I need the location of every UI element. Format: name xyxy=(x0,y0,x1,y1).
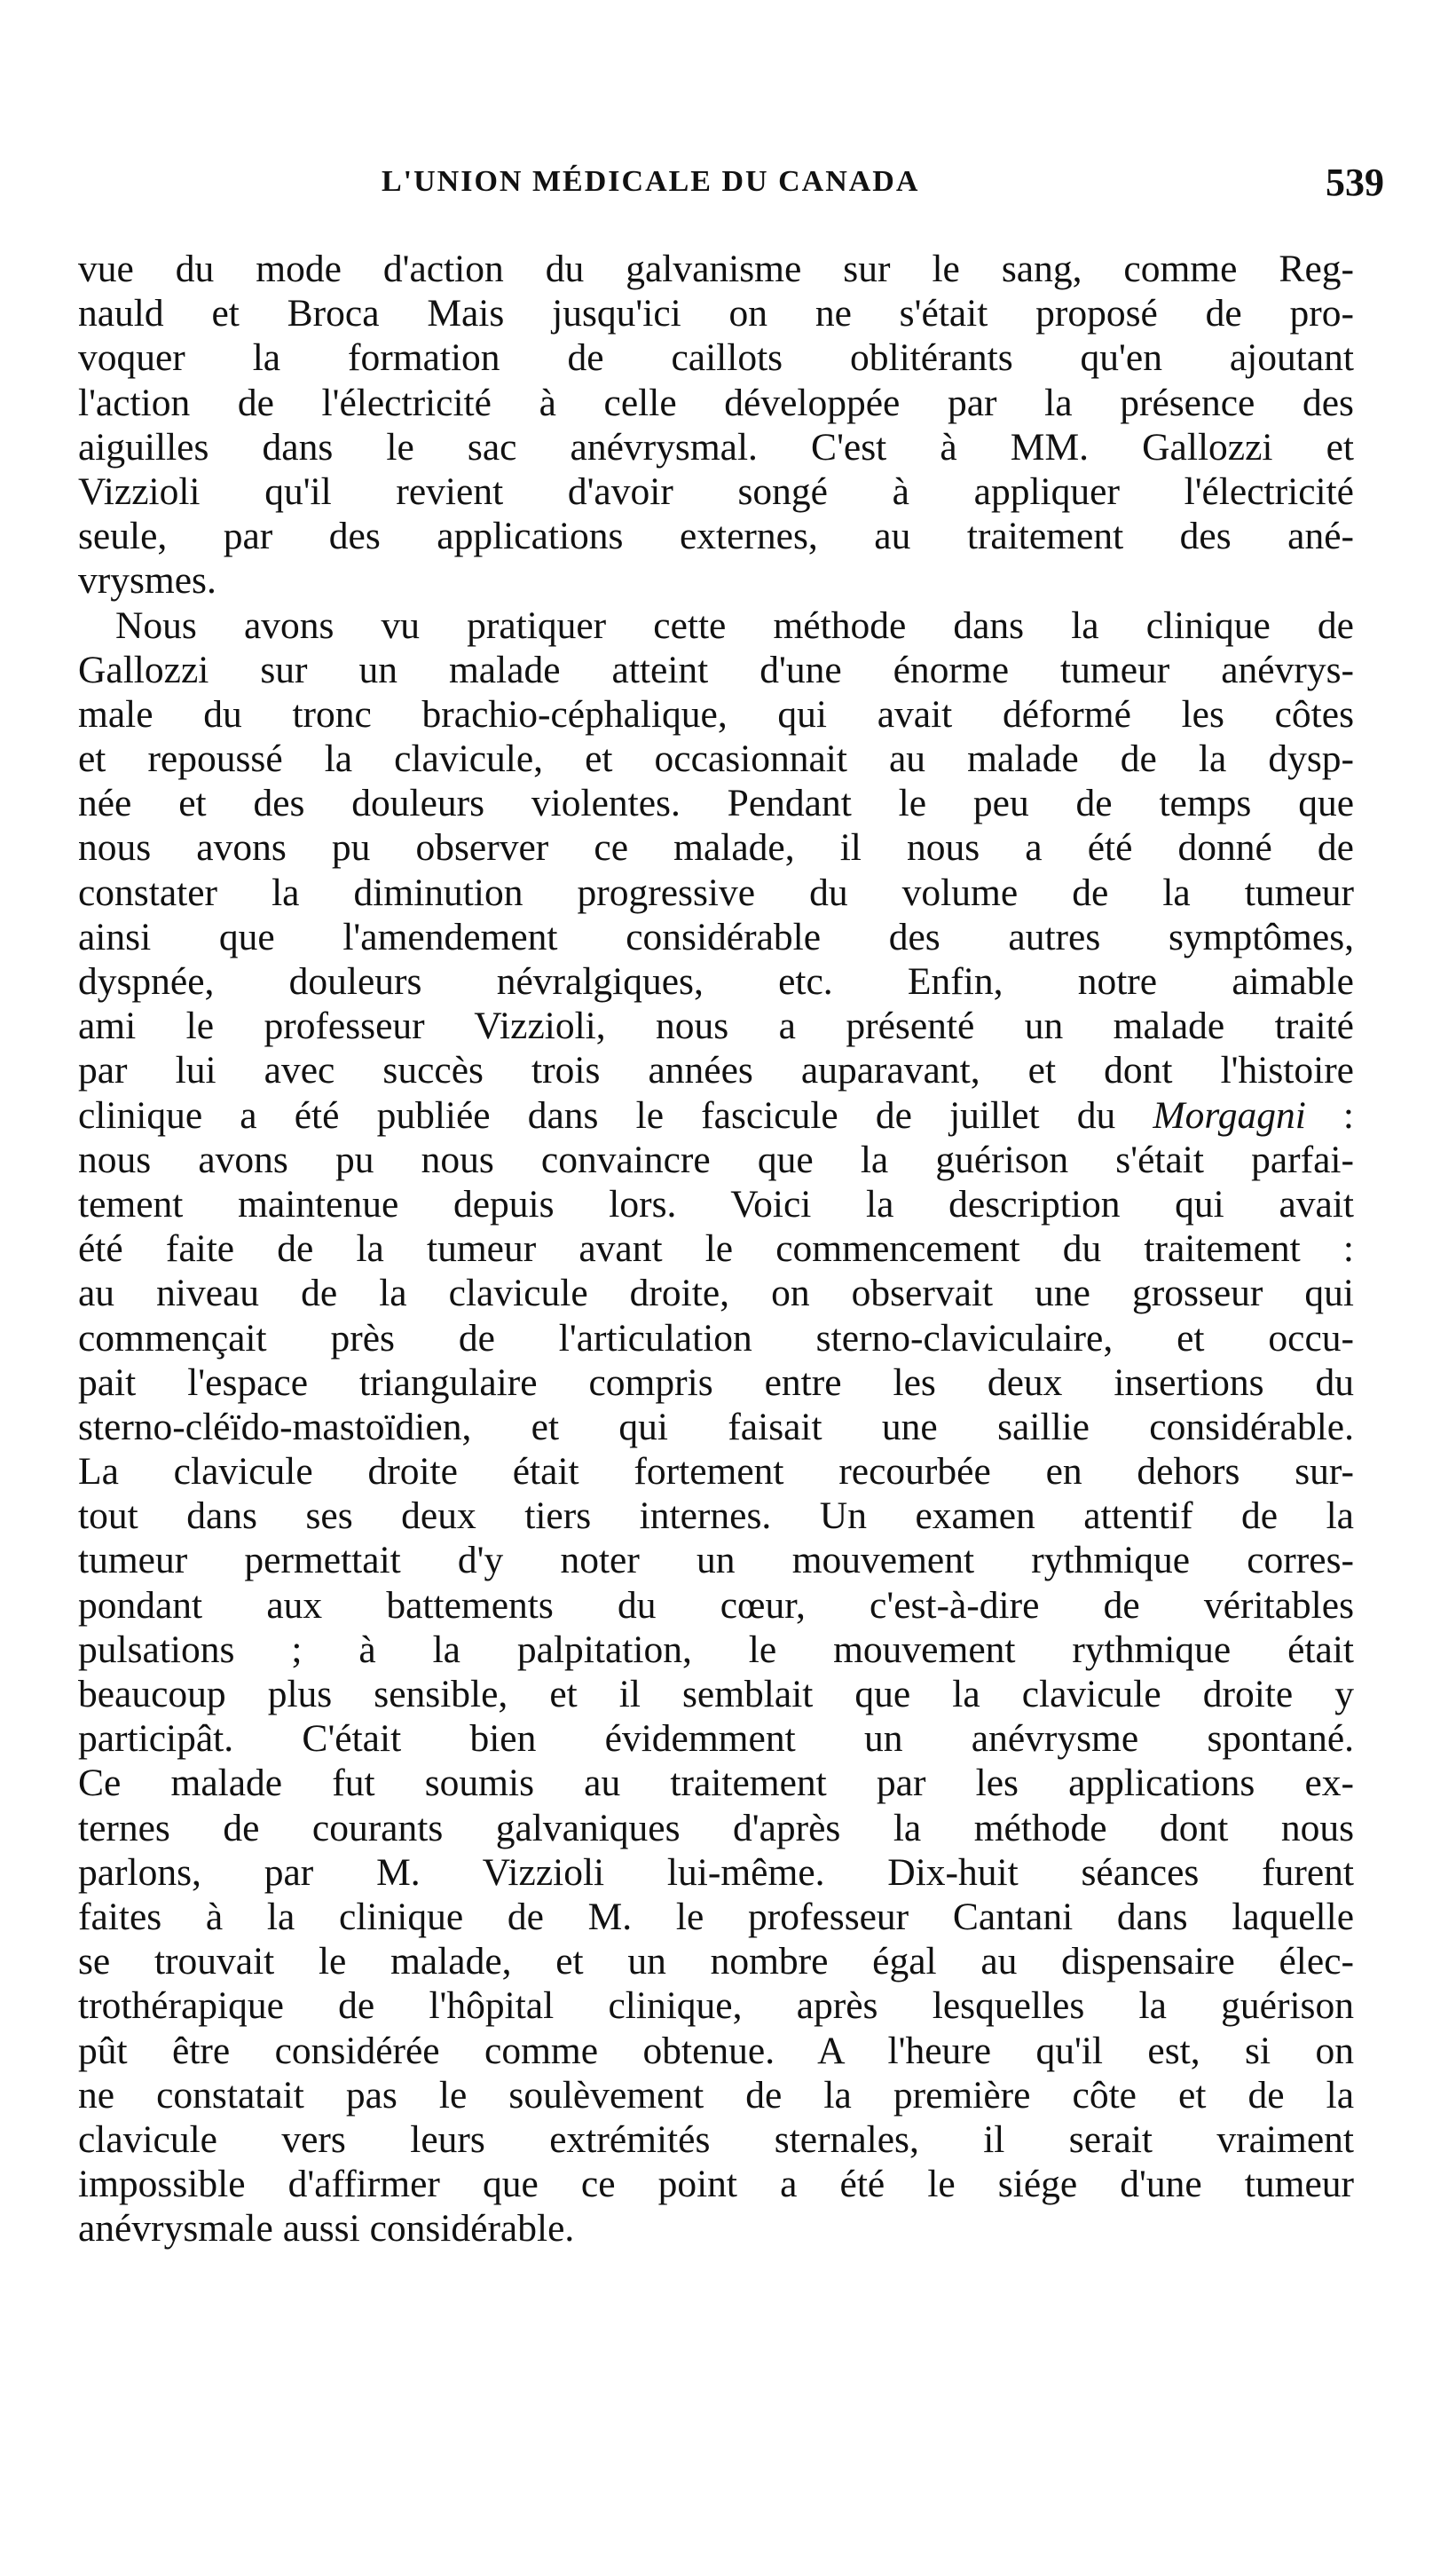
text-line: nous avons pu observer ce malade, il nous a été donné de xyxy=(78,826,1354,870)
text-line: pait l'espace triangulaire compris entre les deux insertions du xyxy=(78,1360,1354,1404)
text-line: pondant aux battements du cœur, c'est-à-dire de véritables xyxy=(78,1583,1354,1627)
text-line: constater la diminution progressive du volume de la tumeur xyxy=(78,871,1354,914)
text-line-with-journal xyxy=(78,1093,1354,1138)
text-segment: clinique a été publiée dans le fascicule de juillet du xyxy=(78,1093,1116,1137)
text-line: participât. C'était bien évidemment un anévrysme spontané. xyxy=(78,1717,1354,1761)
text-line: beaucoup plus sensible, et il semblait que la clavicule droite y xyxy=(78,1673,1354,1715)
text-line: tement maintenue depuis lors. Voici la description qui avait xyxy=(78,1182,1354,1226)
text-line: et repoussé la clavicule, et occasionnait au malade de la dysp- xyxy=(78,737,1354,781)
text-line: se trouvait le malade, et un nombre égal au dispensaire élec- xyxy=(78,1940,1354,1983)
text-line: nous avons pu nous convaincre que la guérison s'était parfai- xyxy=(78,1138,1354,1181)
text-line: été faite de la tumeur avant le commencement du traitement : xyxy=(78,1227,1354,1271)
text-line: dyspnée, douleurs névralgiques, etc. Enfin, notre aimable xyxy=(78,960,1354,1003)
text-line: ternes de courants galvaniques d'après la méthode dont nous xyxy=(78,1806,1354,1849)
text-line: Gallozzi sur un malade atteint d'une énorme tumeur anévrys- xyxy=(78,648,1354,691)
running-head xyxy=(80,161,1384,209)
text-line: vue du mode d'action du galvanisme sur le sang, comme Reg- xyxy=(78,248,1354,290)
text-line: commençait près de l'articulation sterno-claviculaire, et occu- xyxy=(78,1316,1354,1360)
text-line: impossible d'affirmer que ce point a été le siége d'une tumeur xyxy=(78,2163,1354,2206)
text-line: ainsi que l'amendement considérable des autres symptômes, xyxy=(78,915,1354,958)
text-line: clavicule vers leurs extrémités sternales, il serait vraiment xyxy=(78,2117,1354,2161)
text-line: Vizzioli qu'il revient d'avoir songé à appliquer l'électricité xyxy=(78,469,1354,513)
body-text xyxy=(78,247,1354,2251)
text-line: nauld et Broca Mais jusqu'ici on ne s'était proposé de pro- xyxy=(78,292,1354,335)
text-line: male du tronc brachio-céphalique, qui avait déformé les côtes xyxy=(78,692,1354,736)
paragraph-start-line: Nous avons vu pratiquer cette méthode dans la clinique de xyxy=(115,603,1354,647)
text-line: faites à la clinique de M. le professeur Cantani dans laquelle xyxy=(78,1895,1354,1938)
text-line: pulsations ; à la palpitation, le mouvement rythmique était xyxy=(78,1628,1354,1671)
text-line: ne constatait pas le soulèvement de la première côte et de la xyxy=(78,2073,1354,2117)
text-line: anévrysmale aussi considérable. xyxy=(78,2207,575,2251)
text-line: parlons, par M. Vizzioli lui-même. Dix-huit séances furent xyxy=(78,1850,1354,1894)
running-title: L'UNION MÉDICALE DU CANADA xyxy=(382,165,920,198)
text-line: seule, par des applications externes, au traitement des ané- xyxy=(78,515,1354,558)
text-line: pût être considérée comme obtenue. A l'heure qu'il est, si on xyxy=(78,2029,1354,2072)
text-line: par lui avec succès trois années auparavant, et dont l'histoire xyxy=(78,1049,1354,1092)
text-segment: : xyxy=(1305,1093,1355,1137)
journal-name: Morgagni xyxy=(1153,1093,1306,1137)
text-line: trothérapique de l'hôpital clinique, après lesquelles la guérison xyxy=(78,1984,1354,2028)
text-line: née et des douleurs violentes. Pendant le peu de temps que xyxy=(78,782,1354,825)
text-line: La clavicule droite était fortement recourbée en dehors sur- xyxy=(78,1450,1354,1494)
text-line: Ce malade fut soumis au traitement par les applications ex- xyxy=(78,1762,1354,1805)
text-line: voquer la formation de caillots oblitérants qu'en ajoutant xyxy=(78,336,1354,380)
text-line: vrysmes. xyxy=(78,559,216,603)
page-number: 539 xyxy=(1326,161,1384,204)
text-line: aiguilles dans le sac anévrysmal. C'est à MM. Gallozzi et xyxy=(78,425,1354,469)
text-line: l'action de l'électricité à celle développée par la présence des xyxy=(78,381,1354,424)
text-line: tout dans ses deux tiers internes. Un examen attentif de la xyxy=(78,1494,1354,1538)
text-line: au niveau de la clavicule droite, on observait une grosseur qui xyxy=(78,1272,1354,1315)
text-line: sterno-cléïdo-mastoïdien, et qui faisait une saillie considérable. xyxy=(78,1405,1354,1448)
text-line: ami le professeur Vizzioli, nous a présenté un malade traité xyxy=(78,1005,1354,1048)
text-line: tumeur permettait d'y noter un mouvement rythmique corres- xyxy=(78,1539,1354,1582)
